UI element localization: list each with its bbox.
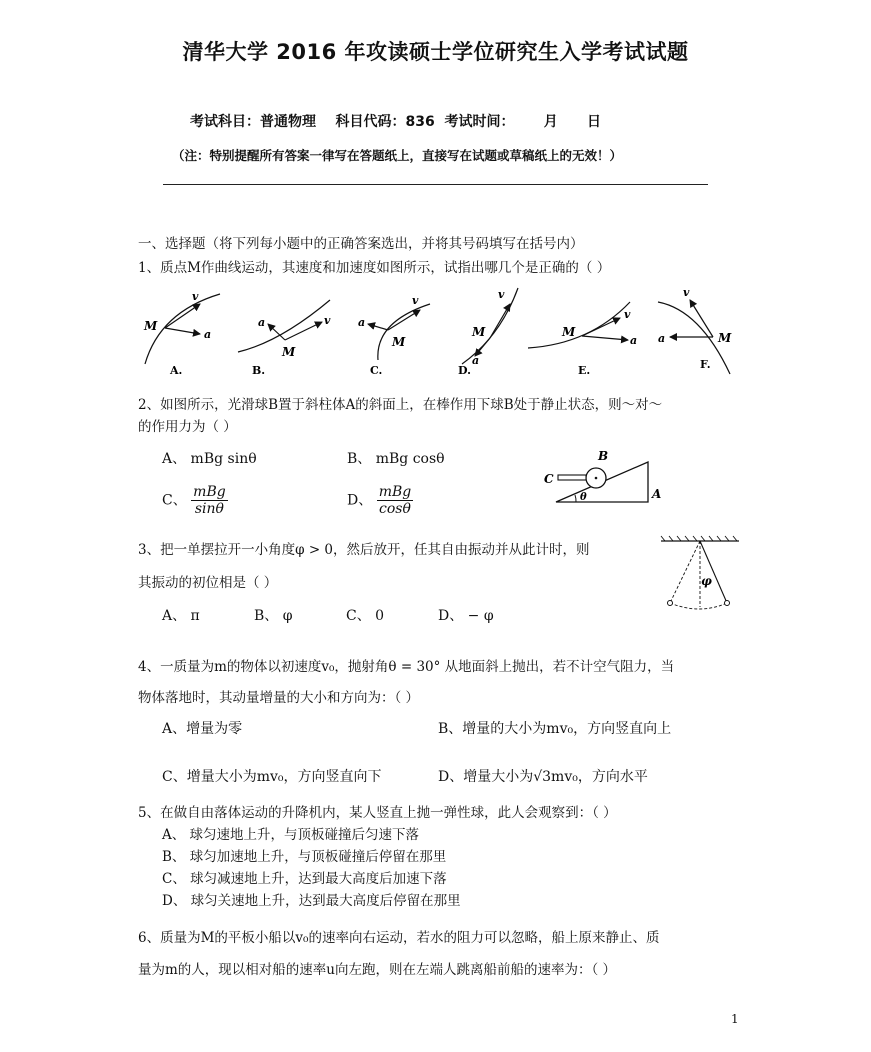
- q4-text-line2: 物体落地时，其动量增量的大小和方向为：（ ）: [138, 690, 420, 706]
- q2-text-line2: 的作用力为（ ）: [138, 419, 237, 435]
- q5-option-d: D、 球匀关速地上升，达到最大高度后停留在那里: [162, 893, 461, 909]
- svg-text:M: M: [562, 325, 576, 339]
- q2-fig-c-label: C: [544, 472, 554, 486]
- q3-text-line1: 3、把一单摆拉开一小角度φ > 0，然后放开，任其自由振动并从此计时，则: [138, 542, 590, 558]
- q1-text: 1、质点M作曲线运动，其速度和加速度如图所示，试指出哪几个是正确的（ ）: [138, 260, 611, 276]
- q4-option-d: D、增量大小为√3mv₀，方向水平: [438, 769, 648, 785]
- svg-text:v: v: [498, 288, 505, 301]
- exam-meta-line: 考试科目：普通物理 科目代码：836 考试时间： 月 日: [190, 114, 601, 130]
- q3-fig-phi-label: φ: [701, 574, 712, 588]
- q1-label-b: B.: [252, 364, 266, 377]
- exam-note: （注：特别提醒所有答案一律写在答题纸上，直接写在试题或草稿纸上的无效！）: [172, 148, 623, 163]
- svg-text:a: a: [358, 316, 366, 329]
- q2-option-c: C、 $\frac{\text{mBg}}{\sin\theta}$: [162, 484, 226, 517]
- q5-option-b: B、 球匀加速地上升，与顶板碰撞后停留在那里: [162, 849, 447, 865]
- exam-title: 清华大学 2016 年攻读硕士学位研究生入学考试试题: [182, 40, 689, 64]
- q1-label-d: D.: [458, 364, 471, 377]
- q1-label-e: E.: [578, 364, 591, 377]
- q3-pendulum-figure: [655, 535, 745, 615]
- svg-text:v: v: [683, 286, 690, 299]
- q1-label-f: F.: [700, 358, 711, 371]
- q2-option-d: D、 $\frac{\text{mBg}}{\cos\theta}$: [347, 484, 412, 517]
- q6-text-line2: 量为m的人，现以相对船的速率u向左跑，则在左端人跳离船前船的速率为：（ ）: [138, 962, 617, 978]
- svg-text:v: v: [624, 308, 631, 321]
- q1-figures: [130, 282, 750, 382]
- q1a-v-label: v: [192, 290, 199, 303]
- svg-text:M: M: [392, 335, 406, 349]
- q4-option-b: B、增量的大小为mv₀，方向竖直向上: [438, 721, 672, 737]
- q3-text-line2: 其振动的初位相是（ ）: [138, 575, 278, 591]
- q5-text: 5、在做自由落体运动的升降机内，某人竖直上抛一弹性球，此人会观察到：（ ）: [138, 805, 617, 821]
- q1a-m-label: M: [144, 319, 158, 333]
- q3-option-c: C、 0: [346, 608, 385, 624]
- q1-figure-d: [458, 288, 518, 377]
- svg-text:a: a: [258, 316, 266, 329]
- q6-text-line1: 6、质量为M的平板小船以v₀的速率向右运动，若水的阻力可以忽略，船上原来静止、质: [138, 930, 660, 946]
- q1-label-c: C.: [370, 364, 383, 377]
- q5-option-c: C、 球匀减速地上升，达到最大高度后加速下落: [162, 871, 447, 887]
- svg-text:v: v: [412, 294, 419, 307]
- q2-fig-theta-label: θ: [580, 492, 587, 503]
- q5-option-a: A、 球匀速地上升，与顶板碰撞后匀速下落: [162, 827, 420, 843]
- q4-option-a: A、增量为零: [162, 721, 243, 737]
- q4-option-c: C、增量大小为mv₀，方向竖直向下: [162, 769, 382, 785]
- q2-figure: [540, 448, 670, 512]
- svg-text:a: a: [472, 354, 480, 367]
- q2-option-d-fraction: $\frac{\text{mBg}}{\cos\theta}$: [378, 484, 412, 517]
- svg-text:M: M: [718, 331, 732, 345]
- q3-option-a: A、 π: [162, 608, 200, 624]
- q1-label-a: A.: [170, 364, 183, 377]
- q1-figure-c: [358, 294, 430, 377]
- q1-figure-e: [528, 302, 637, 377]
- q2-option-a: A、 mBg sinθ: [162, 451, 257, 467]
- q2-option-c-fraction: $\frac{\text{mBg}}{\sin\theta}$: [193, 484, 226, 517]
- q2-fig-a-label: A: [652, 487, 662, 501]
- section-heading: 一、选择题（将下列每小题中的正确答案选出，并将其号码填写在括号内）: [138, 236, 584, 252]
- svg-text:a: a: [630, 334, 638, 347]
- svg-text:M: M: [472, 325, 486, 339]
- q3-option-b: B、 φ: [254, 608, 293, 624]
- q2-fig-b-label: B: [598, 449, 609, 463]
- q1a-a-label: a: [204, 328, 212, 341]
- q1-figure-a: [143, 290, 220, 377]
- q3-option-d: D、 − φ: [438, 608, 494, 624]
- svg-text:M: M: [282, 345, 296, 359]
- q1-figure-f: [658, 286, 732, 374]
- q1-figure-b: [238, 300, 331, 377]
- svg-text:a: a: [658, 332, 666, 345]
- header-divider: [163, 184, 708, 185]
- q2-option-b: B、 mBg cosθ: [347, 451, 445, 467]
- q2-text-line1: 2、如图所示，光滑球B置于斜柱体A的斜面上，在棒作用下球B处于静止状态，则～对～: [138, 397, 663, 413]
- svg-text:v: v: [324, 314, 331, 327]
- page-number: 1: [731, 1012, 739, 1026]
- q4-text-line1: 4、一质量为m的物体以初速度v₀，抛射角θ = 30° 从地面斜上抛出，若不计空气阻力，当: [138, 659, 675, 675]
